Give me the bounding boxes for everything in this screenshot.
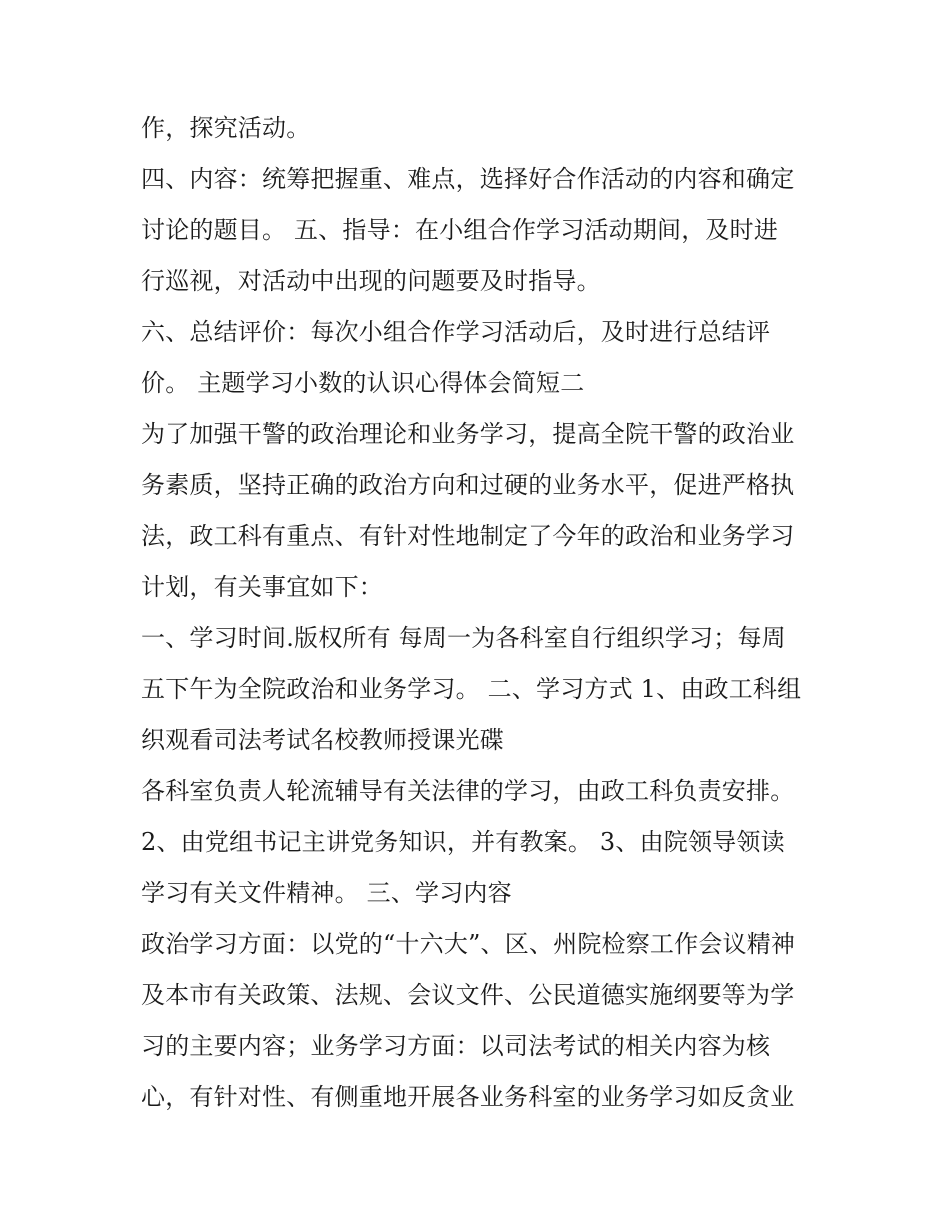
text-line: 务素质，坚持正确的政治方向和过硬的业务水平，促进严格执 (141, 471, 795, 499)
document-body (141, 103, 831, 1123)
text-line: 四、内容：统筹把握重、难点，选择好合作活动的内容和确定 (141, 165, 795, 193)
text-line: 行巡视，对活动中出现的问题要及时指导。 (141, 267, 601, 295)
text-line: 为了加强干警的政治理论和业务学习，提高全院干警的政治业 (141, 420, 795, 448)
text-line: 计划，有关事宜如下： (141, 573, 383, 601)
text-line: 一、学习时间.版权所有 每周一为各科室自行组织学习；每周 (141, 624, 786, 652)
text-line: 法，政工科有重点、有针对性地制定了今年的政治和业务学习 (141, 522, 795, 550)
text-line: 各科室负责人轮流辅导有关法律的学习，由政工科负责安排。 (141, 777, 795, 805)
text-line: 五下午为全院政治和业务学习。 二、学习方式 1、由政工科组 (141, 675, 802, 703)
text-line: 2、由党组书记主讲党务知识，并有教案。 3、由院领导领读 (141, 828, 785, 856)
text-line: 织观看司法考试名校教师授课光碟 (141, 726, 504, 754)
text-line: 作，探究活动。 (141, 114, 311, 142)
text-line: 及本市有关政策、法规、会议文件、公民道德实施纲要等为学 (141, 981, 795, 1009)
text-line: 价。 主题学习小数的认识心得体会简短二 (141, 369, 585, 397)
text-line: 讨论的题目。 五、指导：在小组合作学习活动期间，及时进 (141, 216, 779, 244)
text-line: 心，有针对性、有侧重地开展各业务科室的业务学习如反贪业 (141, 1083, 795, 1111)
text-line: 学习有关文件精神。 三、学习内容 (141, 879, 512, 907)
text-line: 六、总结评价：每次小组合作学习活动后，及时进行总结评 (141, 318, 771, 346)
text-line: 习的主要内容；业务学习方面：以司法考试的相关内容为核 (141, 1032, 771, 1060)
text-line: 政治学习方面：以党的“十六大”、区、州院检察工作会议精神 (141, 930, 796, 958)
